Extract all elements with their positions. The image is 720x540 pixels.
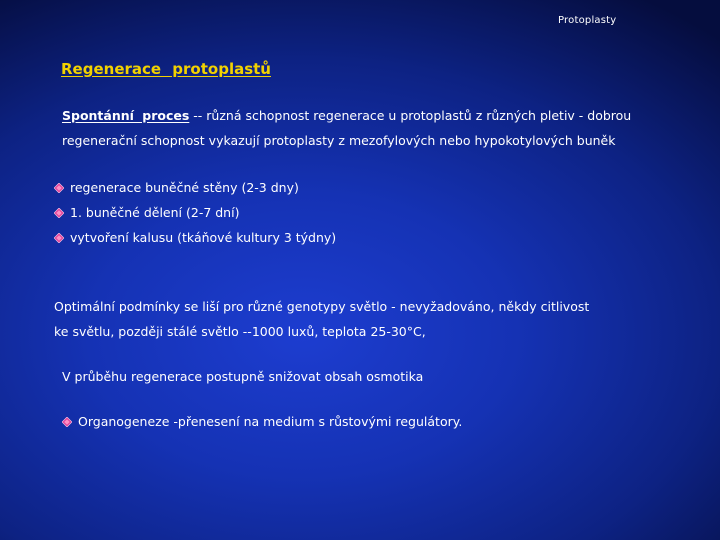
slide-title: Regenerace protoplastů bbox=[61, 60, 271, 78]
intro-line-1 bbox=[62, 103, 631, 128]
intro-paragraph bbox=[62, 103, 631, 153]
conditions-line-2: ke světlu, později stálé světlo --1000 luxů, teplota 25-30°C, bbox=[54, 324, 426, 339]
bullet-item bbox=[54, 205, 239, 220]
intro-line-1-rest: -- různá schopnost regenerace u protoplastů z různých pletiv - dobrou bbox=[189, 108, 632, 123]
osmotic-paragraph: V průběhu regenerace postupně snižovat obsah osmotika bbox=[62, 369, 424, 384]
bullet-item bbox=[54, 180, 299, 195]
bullet-item bbox=[54, 230, 336, 245]
diamond-bullet-icon bbox=[54, 208, 64, 218]
intro-lead: Spontánní proces bbox=[62, 108, 190, 123]
conditions-paragraph bbox=[54, 294, 589, 344]
bullet-text: vytvoření kalusu (tkáňové kultury 3 týdny) bbox=[70, 230, 337, 245]
bullet-text: 1. buněčné dělení (2-7 dní) bbox=[70, 205, 240, 220]
final-bullet-item bbox=[62, 414, 462, 429]
diamond-bullet-icon bbox=[54, 183, 64, 193]
slide-header-label: Protoplasty bbox=[558, 15, 617, 26]
diamond-bullet-icon bbox=[62, 417, 72, 427]
final-bullet-text: Organogeneze -přenesení na medium s růstovými regulátory. bbox=[78, 414, 463, 429]
intro-line-2: regenerační schopnost vykazují protoplasty z mezofylových nebo hypokotylových buněk bbox=[62, 133, 616, 148]
conditions-line-1: Optimální podmínky se liší pro různé genotypy světlo - nevyžadováno, někdy citlivost bbox=[54, 299, 590, 314]
diamond-bullet-icon bbox=[54, 233, 64, 243]
bullet-text: regenerace buněčné stěny (2-3 dny) bbox=[70, 180, 299, 195]
